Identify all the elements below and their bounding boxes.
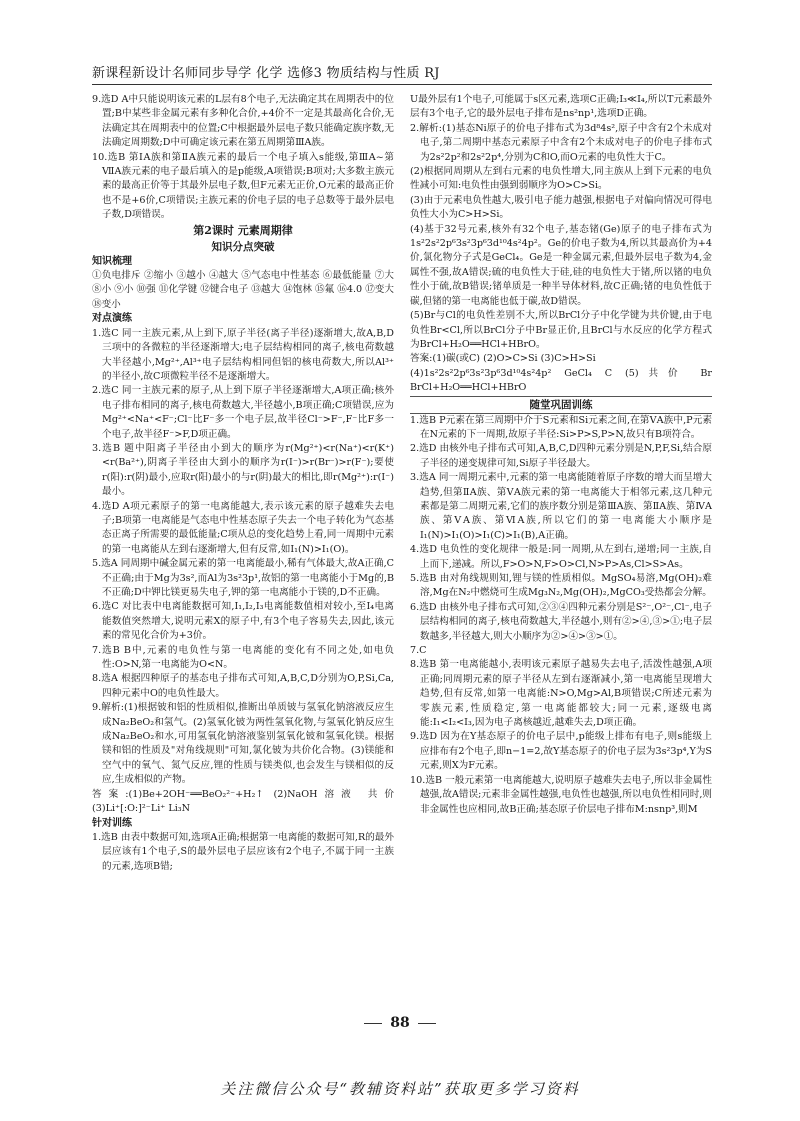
consolidation-1: 1.选B P元素在第三周期中介于S元素和Si元素之间,在第ⅤA族中,P元素在N元素的下一周期,故原子半径:Si>P>S,P>N,故只有B项符合。 — [410, 414, 712, 440]
consolidation-10-text: 10.选B 一般元素第一电离能越大,说明原子越难失去电子,所以非金属性越强,故A错误;元素非金属性越强,电负性也越强,所以电负性相同时,则非金属性也应相同,故B正确;基态原子价层电子排布M:ns — [410, 774, 712, 815]
footer-note: 关注微信公众号“教辅资料站”获取更多学习资料 — [220, 1080, 580, 1098]
consolidation-9: 9.选D 因为在Y基态原子的价电子层中,p能级上排布有电子,则s能级上应排布有2个电子,即n−1=2,故Y基态原子的价电子层为3s²3p⁴,Y为S元素,则X为F元素。 — [410, 731, 712, 772]
targeted-2-analysis: 2.解析:(1)基态Ni原子的价电子排布式为3d⁸4s²,原子中含有2个未成对电子,第二周期中基态元素原子中含有2个未成对电子的价电子排布式为2s²2p²和2s²2p⁴,分别为C和O,而O元素的电负性大于C。 — [410, 122, 712, 163]
lesson-title: 第2课时 元素周期律 — [193, 223, 293, 237]
header-rule — [92, 84, 712, 85]
practice-5: 5.选A 同周期中碱金属元素的第一电离能最小,稀有气体最大,故A正确,C不正确;由于Mg为3s²,而Al为3s²3p¹,故铝的第一电离能小于Mg的,B不正确;D中钾比镁更易失电子,钾的第一电离能小于镁的,D不正确。 — [92, 558, 394, 598]
practice-7: 7.选B B中,元素的电负性与第一电离能的变化有不同之处,如电负性:O>N,第一电离能为O<N。 — [92, 644, 394, 671]
targeted-2-part5: (5)Br与Cl的电负性差别不大,所以BrCl分子中化学键为共价键,由于电负性Br<Cl,所以BrCl分子中Br显正价,且BrCl与水反应的化学方程式为BrCl+H₂O══HCl+HBrO。 — [410, 310, 712, 350]
targeted-2-answer-b: (4)1s²2s²2p⁶3s²3p⁶3d¹⁰4s²4p² GeCl₄ C (5)共价 Br BrCl+H₂O══HCl+HBrO — [410, 367, 712, 394]
practice-9-analysis: 9.解析:(1)根据铍和铝的性质相似,推断出单质铍与氢氧化钠溶液反应生成Na₂BeO₂和氢气。(2)氢氧化铍为两性氢氧化物,与氢氧化钠反应生成Na₂BeO₂和水,可用氢氧化钠溶液鉴别氢氧化铍和氢氧化镁。根据镁和铝的性质及"对角线规则"可知,氯化铍为共价化合物。(3)镁能和空气中的氧气、氮气反应,锂的性质与镁类似,也会发生与镁相似的反应,生成相似的产物。 — [92, 702, 394, 786]
targeted-2-part2: (2)根据同周期从左到右元素的电负性增大,同主族从上到下元素的电负性减小可知:电负性由强到弱顺序为O>C>Si。 — [410, 166, 712, 192]
practice-1: 1.选C 同一主族元素,从上到下,原子半径(离子半径)逐渐增大,故A,B,D三项中的各微粒的半径逐渐增大;电子层结构相同的离子,核电荷数越大半径越小,Mg²⁺,Al³⁺电子层结构相同但铝的核电荷数大,所以Al³⁺的半径小,故C项微粒半径不是逐渐增大。 — [92, 327, 394, 382]
consolidation-2: 2.选D 由核外电子排布式可知,A,B,C,D四种元素分别是N,P,F,Si,结合原子半径的递变规律可知,Si原子半径最大。 — [410, 443, 712, 469]
practice-6: 6.选C 对比表中电离能数据可知,I₁,I₂,I₃电离能数值相对较小,至I₄电离能数值突然增大,说明元素X的原子中,有3个电子容易失去,因此,该元素的常见化合价为+3价。 — [92, 601, 394, 642]
consolidation-4: 4.选D 电负性的变化规律一般是:同一周期,从左到右,递增;同一主族,自上而下,递减。所以,F>O>N,F>O>Cl,N>P>As,Cl>S>As。 — [410, 544, 712, 570]
consolidation-5: 5.选B 由对角线规则知,锂与镁的性质相似。MgSO₄易溶,Mg(OH)₂难溶,Mg在N₂中燃烧可生成Mg₃N₂,Mg(OH)₂,MgCO₃受热都会分解。 — [410, 573, 712, 599]
targeted-1-cont: U最外层有1个电子,可能属于s区元素,选项C正确;I₃≪I₄,所以T元素最外层有3个电子,它的最外层电子排布是ns²np¹,选项D正确。 — [410, 94, 712, 120]
consolidation-10-tail: np³,则M — [658, 803, 698, 815]
consolidation-title: 随堂巩固训练 — [410, 396, 712, 414]
consolidation-10 — [410, 774, 712, 817]
answer-10: 10.选B 第ⅠA族和第ⅡA族元素的最后一个电子填入s能级,第ⅢA~第ⅦA族元素的电子最后填入的是p能级,A项错误;B项对;大多数主族元素的最高正价等于其最外层电子数,但F元素无正价,O元素的最高正价也不是+6价,C项错误;主族元素的价电子层的电子总数等于最外层电子数,D项错误。 — [92, 151, 394, 221]
practice-8: 8.选A 根据四种原子的基态电子排布式可知,A,B,C,D分别为O,P,Si,Ca,四种元素中O的电负性最大。 — [92, 673, 394, 699]
targeted-1: 1.选B 由表中数据可知,选项A正确;根据第一电离能的数据可知,R的最外层应该有1个电子,S的最外层电子层应该有2个电子,不属于同一主族的元素,选项B错; — [92, 831, 394, 872]
targeted-2-part4: (4)基于32号元素,核外有32个电子,基态锗(Ge)原子的电子排布式为1s²2s²2p⁶3s²3p⁶3d¹⁰4s²4p²。Ge的价电子数为4,所以其最高价为+4价,氯化物分子式是GeCl₄。Ge是一种金属元素,但最外层电子数为4,金属性不强,故A错误;硫的电负性大于硅,硅的电负性大于锗,所以锗的电负性小于硫,故B错误;锗单质是一种半导体材料,故C正确;锗的电负性低于碳,但锗的第一电离能也低于碳,故D错误。 — [410, 223, 712, 307]
practice-9-answer: 答案:(1)Be+2OH⁻══BeO₂²⁻+H₂↑ (2)NaOH溶液 共价 (3)Li⁺[:O:]²⁻Li⁺ Li₃N — [92, 788, 394, 815]
targeted-2-answer-a: 答案:(1)碳(或C) (2)O>C>Si (3)C>H>Si — [410, 353, 596, 365]
section-title: 知识分点突破 — [211, 240, 275, 253]
right-column — [410, 93, 712, 817]
answer-9: 9.选D A中只能说明该元素的L层有8个电子,无法确定其在周期表中的位置;B中某些非金属元素有多种化合价,+4价不一定是其最高化合价,无法确定其在周期表中的位置;C中根据最外层电子数只能确定族序数,无法确定周期数;D中可确定该元素在第五周期第ⅢA族。 — [92, 94, 394, 149]
left-column — [92, 93, 394, 874]
targeted-2-part3: (3)由于元素电负性越大,吸引电子能力越强,根据电子对偏向情况可得电负性大小为C>H>Si。 — [410, 194, 712, 221]
consolidation-8: 8.选B 第一电离能越小,表明该元素原子越易失去电子,活泼性越强,A项正确;同周期元素的原子半径从左到右逐渐减小,第一电离能呈现增大趋势,但有反常,如第一电离能:N>O,Mg>Al,B项错误;C所述元素为零族元素,性质稳定,第一电离能都较大;同一元素,逐级电离能:I₁<I₂<I₃,因为电子离核越近,越难失去,D项正确。 — [410, 659, 712, 729]
subsection-knowledge: 知识梳理 — [92, 255, 132, 267]
consolidation-7: 7.C — [410, 645, 427, 657]
practice-4: 4.选D A项元素原子的第一电离能越大,表示该元素的原子越难失去电子;B项第一电离能是气态电中性基态原子失去一个电子转化为气态基态正离子所需要的最低能量;C项从总的变化趋势上看,同一周期中元素的第一电离能从左到右逐渐增大,但有反常,如I₁(N)>I₁(O)。 — [92, 500, 394, 555]
page-header: 新课程新设计名师同步导学 化学 选修3 物质结构与性质 RJ — [92, 66, 440, 81]
consolidation-6: 6.选D 由核外电子排布式可知,②③④四种元素分别是S²⁻,O²⁻,Cl⁻,电子层结构相同的离子,核电荷数越大,半径越小,则有②>④,③>①;电子层数越多,半径越大,则大小顺序为②>④>③>①。 — [410, 601, 712, 642]
knowledge-answers: ①负电排斥 ②缩小 ③越小 ④越大 ⑤气态电中性基态 ⑥最低能量 ⑦大 ⑧小 ⑨小 ⑩强 ⑪化学键 ⑫键合电子 ⑬越大 ⑭饱林 ⑮氟 ⑯4.0 ⑰变大 ⑱变小 — [92, 270, 394, 310]
consolidation-3: 3.选A 同一周期元素中,元素的第一电离能随着原子序数的增大而呈增大趋势,但第ⅡA族、第ⅤA族元素的第一电离能大于相邻元素,这几种元素都是第二周期元素,它们的族序数分别是第ⅢA族、第ⅡA族、第ⅣA族、第ⅤA族、第ⅥA族,所以它们的第一电离能大小顺序是I₁(N)>I₁(O)>I₁(C)>I₁(B),A正确。 — [410, 472, 712, 541]
practice-2: 2.选C 同一主族元素的原子,从上到下原子半径逐渐增大,A项正确;核外电子排布相同的离子,核电荷数越大,半径越小,B项正确;C项错误,应为Mg²⁺<Na⁺<F⁻;Cl⁻比F⁻多一个电子层,故半径Cl⁻>F⁻,F⁻比F多一个电子,故半径F⁻>F,D项正确。 — [92, 385, 394, 440]
subsection-practice: 对点演练 — [92, 313, 132, 325]
page-number-value: 88 — [390, 1015, 410, 1031]
practice-3: 3.选B 题中阳离子半径由小到大的顺序为r(Mg²⁺)<r(Na⁺)<r(K⁺)<r(Ba²⁺),阴离子半径由大到小的顺序为r(I⁻)>r(Br⁻)>r(F⁻);要使r(阳):r(阴)最小,应取r(阳)最小的与r(阴)最大的相比,即r(Mg²⁺):r(I⁻)最小。 — [92, 442, 394, 498]
subsection-targeted: 针对训练 — [92, 817, 132, 829]
page-number — [0, 1015, 800, 1031]
